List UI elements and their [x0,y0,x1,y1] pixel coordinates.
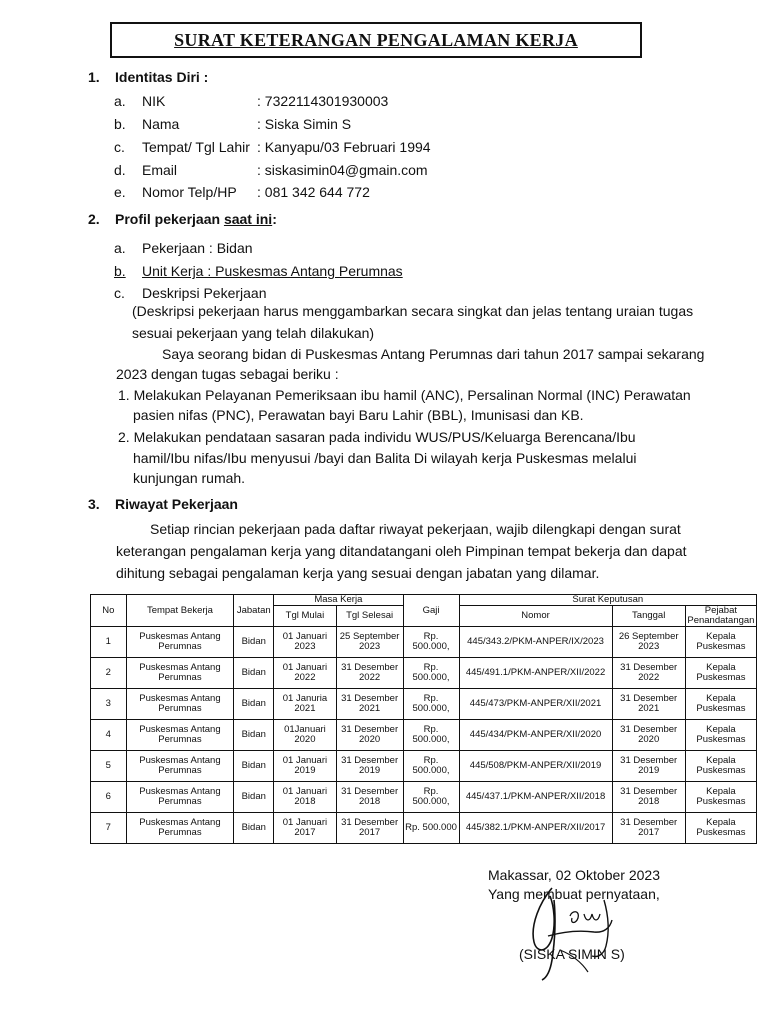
cell-pejabat: Kepala Puskesmas [685,689,756,720]
intro-line-1: Saya seorang bidan di Puskesmas Antang Perumnas dari tahun 2017 sampai sekarang [162,346,705,362]
section-2-number: 2. [88,211,100,227]
signature-place-date: Makassar, 02 Oktober 2023 [488,867,660,883]
description-note-line-2: sesuai pekerjaan yang telah dilakukan) [132,325,375,341]
cell-gaji: Rp. 500.000, [403,782,459,813]
cell-selesai: 25 September 2023 [336,627,403,658]
history-paragraph-line-3: dihitung sebagai pengalaman kerja yang sesuai dengan jabatan yang dilamar. [116,565,600,581]
cell-selesai: 31 Desember 2022 [336,658,403,689]
handwritten-signature-icon [500,880,650,985]
header-tgl-mulai: Tgl Mulai [274,606,337,627]
identity-label-email: Email [142,162,178,178]
signature-statement: Yang membuat pernyataan, [488,886,660,902]
history-paragraph-line-2: keterangan pengalaman kerja yang ditandatangani oleh Pimpinan tempat bekerja dan dapat [116,543,687,559]
task-1-line-2: pasien nifas (PNC), Perawatan bayi Baru Lahir (BBL), Imunisasi dan KB. [133,407,584,423]
cell-selesai: 31 Desember 2019 [336,751,403,782]
table-row [91,751,757,782]
cell-nomor: 445/508/PKM-ANPER/XII/2019 [459,751,612,782]
table-row [91,658,757,689]
cell-tanggal: 31 Desember 2022 [612,658,685,689]
cell-tanggal: 31 Desember 2018 [612,782,685,813]
profile-letter-b: b. [114,263,126,279]
header-surat-keputusan: Surat Keputusan [459,595,756,606]
description-note-line-1: (Deskripsi pekerjaan harus menggambarkan secara singkat dan jelas tentang uraian tugas [132,303,694,319]
cell-no: 5 [91,751,127,782]
history-paragraph-line-1: Setiap rincian pekerjaan pada daftar riwayat pekerjaan, wajib dilengkapi dengan surat [150,521,681,537]
cell-no: 1 [91,627,127,658]
header-pejabat: Pejabat Penandatangan [685,606,756,627]
cell-pejabat: Kepala Puskesmas [685,627,756,658]
table-row [91,720,757,751]
identity-value-nama: : Siska Simin S [257,116,352,132]
profile-job: Pekerjaan : Bidan [142,240,253,256]
cell-pejabat: Kepala Puskesmas [685,658,756,689]
task-2-line-1: 2. Melakukan pendataan sasaran pada individu WUS/PUS/Keluarga Berencana/Ibu [118,429,636,445]
cell-tanggal: 26 September 2023 [612,627,685,658]
cell-nomor: 445/382.1/PKM-ANPER/XII/2017 [459,813,612,844]
profile-unit: Unit Kerja : Puskesmas Antang Perumnas [142,263,403,279]
cell-tanggal: 31 Desember 2020 [612,720,685,751]
header-no: No [91,595,127,627]
identity-value-nik: : 7322114301930003 [257,93,389,109]
cell-gaji: Rp. 500.000, [403,627,459,658]
profile-letter-a: a. [114,240,126,256]
cell-selesai: 31 Desember 2020 [336,720,403,751]
cell-gaji: Rp. 500.000, [403,689,459,720]
section-3-heading: Riwayat Pekerjaan [115,496,238,512]
cell-nomor: 445/473/PKM-ANPER/XII/2021 [459,689,612,720]
cell-mulai: 01 Januari 2022 [274,658,337,689]
identity-letter-a: a. [114,93,126,109]
cell-no: 7 [91,813,127,844]
cell-tempat: Puskesmas Antang Perumnas [126,782,234,813]
identity-letter-b: b. [114,116,126,132]
cell-nomor: 445/491.1/PKM-ANPER/XII/2022 [459,658,612,689]
cell-jabatan: Bidan [234,627,274,658]
cell-mulai: 01 Januari 2023 [274,627,337,658]
header-nomor: Nomor [459,606,612,627]
cell-mulai: 01 Januari 2019 [274,751,337,782]
table-row [91,813,757,844]
cell-pejabat: Kepala Puskesmas [685,751,756,782]
cell-gaji: Rp. 500.000, [403,720,459,751]
cell-tempat: Puskesmas Antang Perumnas [126,751,234,782]
cell-tempat: Puskesmas Antang Perumnas [126,813,234,844]
cell-mulai: 01 Januria 2021 [274,689,337,720]
profile-letter-c: c. [114,285,125,301]
identity-letter-e: e. [114,184,126,200]
cell-jabatan: Bidan [234,658,274,689]
cell-no: 3 [91,689,127,720]
section-3-number: 3. [88,496,100,512]
cell-gaji: Rp. 500.000, [403,658,459,689]
cell-tanggal: 31 Desember 2017 [612,813,685,844]
cell-tempat: Puskesmas Antang Perumnas [126,627,234,658]
cell-mulai: 01Januari 2020 [274,720,337,751]
header-masa-kerja: Masa Kerja [274,595,403,606]
cell-jabatan: Bidan [234,720,274,751]
profile-description-label: Deskripsi Pekerjaan [142,285,267,301]
identity-value-email: : siskasimin04@gmain.com [257,162,428,178]
intro-line-2: 2023 dengan tugas sebagai beriku : [116,366,339,382]
document-title: SURAT KETERANGAN PENGALAMAN KERJA [174,29,578,50]
cell-jabatan: Bidan [234,689,274,720]
cell-pejabat: Kepala Puskesmas [685,782,756,813]
cell-gaji: Rp. 500.000 [403,813,459,844]
cell-jabatan: Bidan [234,751,274,782]
identity-label-nik: NIK [142,93,166,109]
cell-selesai: 31 Desember 2018 [336,782,403,813]
cell-no: 6 [91,782,127,813]
cell-tanggal: 31 Desember 2021 [612,689,685,720]
identity-letter-c: c. [114,139,125,155]
title-box [110,22,642,58]
header-tgl-selesai: Tgl Selesai [336,606,403,627]
table-row [91,782,757,813]
cell-nomor: 445/434/PKM-ANPER/XII/2020 [459,720,612,751]
identity-value-ttl: : Kanyapu/03 Februari 1994 [257,139,431,155]
cell-no: 2 [91,658,127,689]
cell-mulai: 01 Januari 2018 [274,782,337,813]
cell-tempat: Puskesmas Antang Perumnas [126,658,234,689]
section-1-heading: Identitas Diri : [115,69,209,85]
cell-selesai: 31 Desember 2017 [336,813,403,844]
cell-jabatan: Bidan [234,813,274,844]
cell-selesai: 31 Desember 2021 [336,689,403,720]
header-tanggal: Tanggal [612,606,685,627]
section-1-number: 1. [88,69,100,85]
cell-pejabat: Kepala Puskesmas [685,813,756,844]
identity-label-ttl: Tempat/ Tgl Lahir [142,139,250,155]
task-2-line-2: hamil/Ibu nifas/Ibu menyusui /bayi dan Balita Di wilayah kerja Puskesmas melalui [133,450,637,466]
identity-label-nama: Nama [142,116,180,132]
signature-name: (SISKA SIMIN S) [519,946,625,962]
task-1-line-1: 1. Melakukan Pelayanan Pemeriksaan ibu hamil (ANC), Persalinan Normal (INC) Perawatan [118,387,691,403]
cell-pejabat: Kepala Puskesmas [685,720,756,751]
cell-no: 4 [91,720,127,751]
cell-nomor: 445/437.1/PKM-ANPER/XII/2018 [459,782,612,813]
section-2-heading: Profil pekerjaan saat ini: [115,211,277,227]
header-tempat: Tempat Bekerja [126,595,234,627]
cell-gaji: Rp. 500.000, [403,751,459,782]
cell-jabatan: Bidan [234,782,274,813]
cell-nomor: 445/343.2/PKM-ANPER/IX/2023 [459,627,612,658]
table-row [91,689,757,720]
cell-mulai: 01 Januari 2017 [274,813,337,844]
cell-tempat: Puskesmas Antang Perumnas [126,720,234,751]
identity-label-phone: Nomor Telp/HP [142,184,237,200]
cell-tempat: Puskesmas Antang Perumnas [126,689,234,720]
task-2-line-3: kunjungan rumah. [133,470,246,486]
work-history-table [90,594,757,844]
cell-tanggal: 31 Desember 2019 [612,751,685,782]
identity-value-phone: : 081 342 644 772 [257,184,370,200]
header-jabatan: Jabatan [234,595,274,627]
identity-letter-d: d. [114,162,126,178]
table-row [91,627,757,658]
header-gaji: Gaji [403,595,459,627]
